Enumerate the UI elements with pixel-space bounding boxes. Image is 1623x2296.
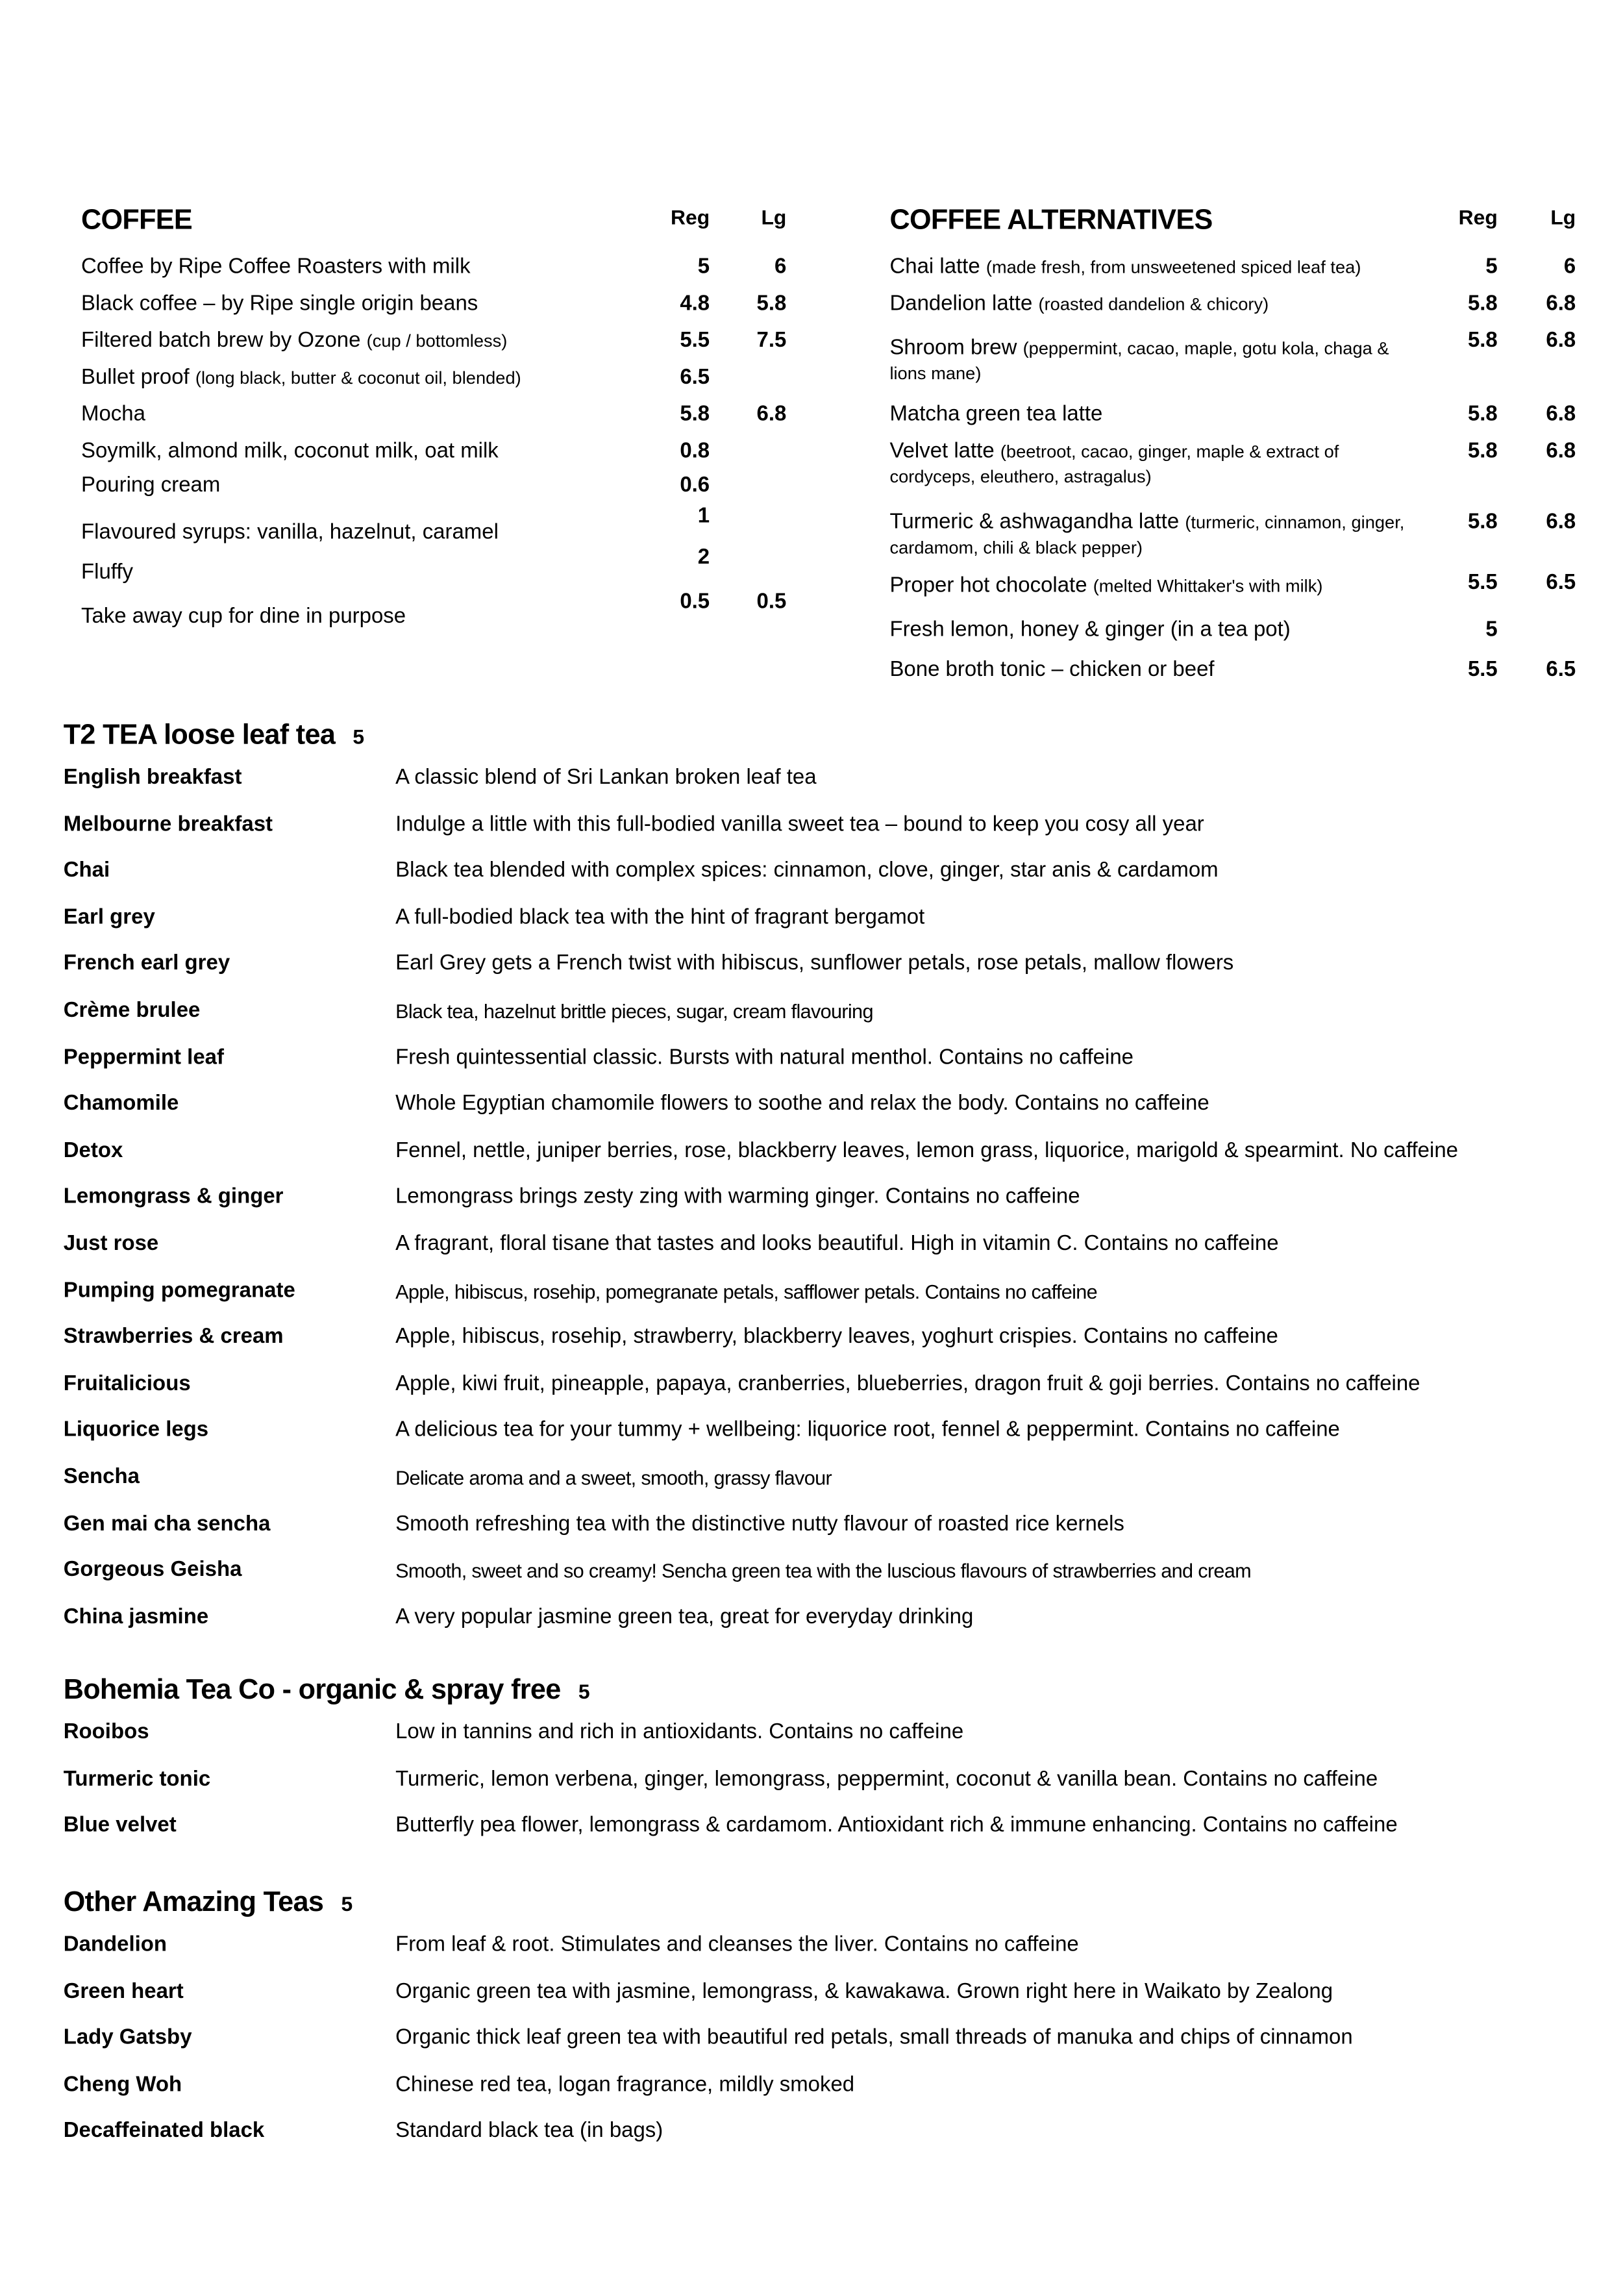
tea-description: Fresh quintessential classic. Bursts with natural menthol. Contains no caffeine xyxy=(395,1045,1134,1069)
tea-description: Delicate aroma and a sweet, smooth, grassy flavour xyxy=(395,1467,832,1490)
price-reg: 5 xyxy=(697,255,710,279)
menu-item xyxy=(889,510,1406,560)
tea-name: Turmeric tonic xyxy=(63,1767,211,1791)
tea-description: Organic green tea with jasmine, lemongrass, & kawakawa. Grown right here in Waikato by Zealong xyxy=(395,1980,1333,2004)
item-note: (made fresh, from unsweetened spiced leaf tea) xyxy=(985,256,1361,278)
alternatives-heading: COFFEE ALTERNATIVES xyxy=(889,205,1213,236)
tea-section-heading xyxy=(64,1675,589,1708)
tea-name: Detox xyxy=(63,1139,123,1163)
tea-description: A classic blend of Sri Lankan broken leaf tea xyxy=(395,766,817,790)
tea-description: Lemongrass brings zesty zing with warming ginger. Contains no caffeine xyxy=(395,1185,1080,1210)
tea-description: Apple, hibiscus, rosehip, pomegranate petals, safflower petals. Contains no caffeine xyxy=(395,1280,1098,1303)
item-name: Bullet proof xyxy=(81,366,190,390)
menu-item xyxy=(81,403,145,428)
tea-description: Low in tannins and rich in antioxidants. Contains no caffeine xyxy=(395,1720,964,1745)
price-lg: 6.8 xyxy=(1546,440,1576,464)
item-name: Fresh lemon, honey & ginger (in a tea pot) xyxy=(889,618,1291,642)
section-title: Other Amazing Teas xyxy=(63,1887,324,1919)
tea-description: Smooth, sweet and so creamy! Sencha green tea with the luscious flavours of strawberries and cream xyxy=(395,1560,1252,1582)
tea-description: A delicious tea for your tummy + wellbeing: liquorice root, fennel & peppermint. Contains no caffeine xyxy=(395,1418,1340,1443)
item-name: Take away cup for dine in purpose xyxy=(81,605,406,629)
tea-description: Indulge a little with this full-bodied vanilla sweet tea – bound to keep you cosy all year xyxy=(395,812,1204,836)
coffee-lg-header: Lg xyxy=(761,205,787,229)
price-reg: 5.8 xyxy=(680,403,710,427)
menu-item xyxy=(81,255,471,281)
item-note: (roasted dandelion & chicory) xyxy=(1038,293,1269,315)
tea-name: Gorgeous Geisha xyxy=(63,1558,242,1582)
price-reg: 2 xyxy=(697,545,710,570)
price-reg: 0.8 xyxy=(680,440,710,464)
menu-item xyxy=(889,336,1406,386)
tea-name: Fruitalicious xyxy=(63,1372,191,1396)
tea-description: Earl Grey gets a French twist with hibiscus, sunflower petals, rose petals, mallow flowers xyxy=(395,952,1234,977)
menu-item xyxy=(81,521,499,546)
tea-name: Pumping pomegranate xyxy=(63,1279,295,1303)
tea-name: Crème brulee xyxy=(63,999,201,1023)
tea-description: Organic thick leaf green tea with beautiful red petals, small threads of manuka and chips of cinnamon xyxy=(395,2026,1353,2051)
menu-item xyxy=(889,618,1290,643)
price-reg: 4.8 xyxy=(680,292,710,316)
item-name: Bone broth tonic – chicken or beef xyxy=(889,658,1215,682)
price-reg: 0.5 xyxy=(680,590,710,614)
coffee-reg-header: Reg xyxy=(671,205,710,229)
price-reg: 5 xyxy=(1485,618,1498,642)
price-lg: 5.8 xyxy=(756,292,787,316)
tea-description: Smooth refreshing tea with the distinctive nutty flavour of roasted rice kernels xyxy=(395,1512,1124,1536)
price-reg: 5.5 xyxy=(1467,658,1498,682)
tea-name: Chamomile xyxy=(63,1092,179,1116)
item-name: Fluffy xyxy=(81,560,134,584)
item-name: Chai latte xyxy=(889,255,980,279)
price-reg: 5.8 xyxy=(1467,440,1498,464)
menu-item xyxy=(81,561,133,586)
section-price: 5 xyxy=(578,1679,589,1703)
price-reg: 5.8 xyxy=(1467,510,1498,534)
item-note: (turmeric, cinnamon, ginger, cardamom, chili & black pepper) xyxy=(889,512,1405,558)
item-name: Pouring cream xyxy=(81,473,221,497)
tea-description: A fragrant, floral tisane that tastes and looks beautiful. High in vitamin C. Contains no caffeine xyxy=(395,1232,1279,1256)
price-lg: 7.5 xyxy=(756,329,787,353)
price-reg: 5.8 xyxy=(1467,403,1498,427)
menu-item xyxy=(889,574,1322,599)
tea-name: French earl grey xyxy=(63,952,230,977)
tea-description: Butterfly pea flower, lemongrass & cardamom. Antioxidant rich & immune enhancing. Contains no caffeine xyxy=(395,1814,1398,1838)
item-name: Soymilk, almond milk, coconut milk, oat milk xyxy=(81,440,499,464)
tea-name: Gen mai cha sencha xyxy=(63,1512,271,1536)
menu-item xyxy=(81,440,499,465)
tea-name: Melbourne breakfast xyxy=(63,812,273,836)
tea-description: Black tea blended with complex spices: cinnamon, clove, ginger, star anis & cardamom xyxy=(395,859,1219,883)
tea-name: Lady Gatsby xyxy=(63,2026,192,2051)
tea-section-heading xyxy=(64,1888,353,1920)
price-reg: 5 xyxy=(1485,255,1498,279)
tea-description: Apple, hibiscus, rosehip, strawberry, blackberry leaves, yoghurt crispies. Contains no caffeine xyxy=(395,1325,1278,1349)
price-lg: 6 xyxy=(1563,255,1576,279)
tea-description: Chinese red tea, logan fragrance, mildly smoked xyxy=(395,2073,855,2097)
menu-item xyxy=(81,366,521,392)
price-reg: 5.5 xyxy=(680,329,710,353)
item-name: Shroom brew xyxy=(889,336,1017,360)
tea-description: A very popular jasmine green tea, great for everyday drinking xyxy=(395,1605,974,1629)
section-price: 5 xyxy=(353,724,364,749)
price-reg: 1 xyxy=(697,505,710,529)
item-note: (melted Whittaker's with milk) xyxy=(1093,575,1323,597)
tea-name: Sencha xyxy=(63,1465,140,1490)
alternatives-lg-header: Lg xyxy=(1550,205,1576,229)
tea-description: Whole Egyptian chamomile flowers to soothe and relax the body. Contains no caffeine xyxy=(395,1092,1209,1116)
item-name: Matcha green tea latte xyxy=(889,403,1103,427)
price-lg: 6.5 xyxy=(1546,571,1576,595)
item-name: Dandelion latte xyxy=(889,292,1033,316)
item-name: Flavoured syrups: vanilla, hazelnut, caramel xyxy=(81,521,499,545)
alternatives-reg-header: Reg xyxy=(1458,205,1498,229)
menu-item xyxy=(889,255,1361,281)
price-reg: 5.8 xyxy=(1467,329,1498,353)
tea-description: Black tea, hazelnut brittle pieces, sugar, cream flavouring xyxy=(395,1000,873,1023)
menu-item xyxy=(81,605,406,630)
menu-item xyxy=(81,292,478,318)
price-reg: 5.8 xyxy=(1467,292,1498,316)
tea-name: Strawberries & cream xyxy=(63,1325,284,1349)
tea-name: Liquorice legs xyxy=(63,1418,209,1443)
price-lg: 6.8 xyxy=(1546,292,1576,316)
item-name: Filtered batch brew by Ozone xyxy=(81,329,361,353)
price-lg: 6 xyxy=(774,255,787,279)
item-note: (cup / bottomless) xyxy=(366,331,508,351)
menu-item xyxy=(889,403,1102,428)
tea-section-heading xyxy=(64,720,364,753)
menu-item xyxy=(889,440,1406,490)
tea-name: Decaffeinated black xyxy=(63,2119,265,2143)
menu-item xyxy=(889,292,1269,318)
tea-name: China jasmine xyxy=(63,1605,209,1629)
tea-name: Just rose xyxy=(63,1232,159,1256)
section-price: 5 xyxy=(341,1891,353,1915)
item-note: (peppermint, cacao, maple, gotu kola, chaga & lions mane) xyxy=(889,338,1389,384)
tea-description: Apple, kiwi fruit, pineapple, papaya, cranberries, blueberries, dragon fruit & goji berries. Contains no caffeine xyxy=(395,1372,1420,1396)
item-name: Proper hot chocolate xyxy=(889,574,1087,598)
menu-item xyxy=(81,329,507,355)
price-lg: 0.5 xyxy=(756,590,787,614)
tea-name: Green heart xyxy=(63,1980,184,2004)
price-lg: 6.8 xyxy=(1546,403,1576,427)
coffee-heading: COFFEE xyxy=(81,205,193,236)
price-lg: 6.5 xyxy=(1546,658,1576,682)
item-name: Black coffee – by Ripe single origin beans xyxy=(81,292,478,316)
price-reg: 5.5 xyxy=(1467,571,1498,595)
menu-item xyxy=(81,474,220,499)
tea-description: Fennel, nettle, juniper berries, rose, blackberry leaves, lemon grass, liquorice, marigold & spearmint. No caffeine xyxy=(395,1139,1458,1163)
tea-name: Blue velvet xyxy=(63,1814,177,1838)
tea-description: Standard black tea (in bags) xyxy=(395,2119,663,2143)
tea-name: Rooibos xyxy=(63,1720,149,1745)
price-lg: 6.8 xyxy=(1546,510,1576,534)
tea-name: Cheng Woh xyxy=(63,2073,182,2097)
tea-description: From leaf & root. Stimulates and cleanses the liver. Contains no caffeine xyxy=(395,1933,1079,1957)
item-name: Turmeric & ashwagandha latte xyxy=(889,510,1180,534)
item-name: Velvet latte xyxy=(889,440,995,464)
tea-name: English breakfast xyxy=(63,766,242,790)
item-name: Mocha xyxy=(81,403,145,427)
tea-description: Turmeric, lemon verbena, ginger, lemongrass, peppermint, coconut & vanilla bean. Contains no caffeine xyxy=(395,1767,1378,1791)
price-reg: 0.6 xyxy=(680,473,710,497)
menu-item xyxy=(889,658,1214,684)
tea-name: Peppermint leaf xyxy=(63,1045,224,1069)
item-name: Coffee by Ripe Coffee Roasters with milk xyxy=(81,255,471,279)
item-note: (beetroot, cacao, ginger, maple & extract of cordyceps, eleuthero, astragalus) xyxy=(889,441,1339,487)
tea-name: Earl grey xyxy=(63,905,155,930)
section-title: T2 TEA loose leaf tea xyxy=(63,720,336,751)
price-reg: 6.5 xyxy=(680,366,710,390)
tea-name: Chai xyxy=(63,859,110,883)
section-title: Bohemia Tea Co - organic & spray free xyxy=(63,1675,561,1706)
price-lg: 6.8 xyxy=(1546,329,1576,353)
item-note: (long black, butter & coconut oil, blended) xyxy=(195,367,521,388)
tea-name: Lemongrass & ginger xyxy=(63,1185,284,1210)
price-lg: 6.8 xyxy=(756,403,787,427)
tea-description: A full-bodied black tea with the hint of fragrant bergamot xyxy=(395,905,925,930)
tea-name: Dandelion xyxy=(63,1933,167,1957)
